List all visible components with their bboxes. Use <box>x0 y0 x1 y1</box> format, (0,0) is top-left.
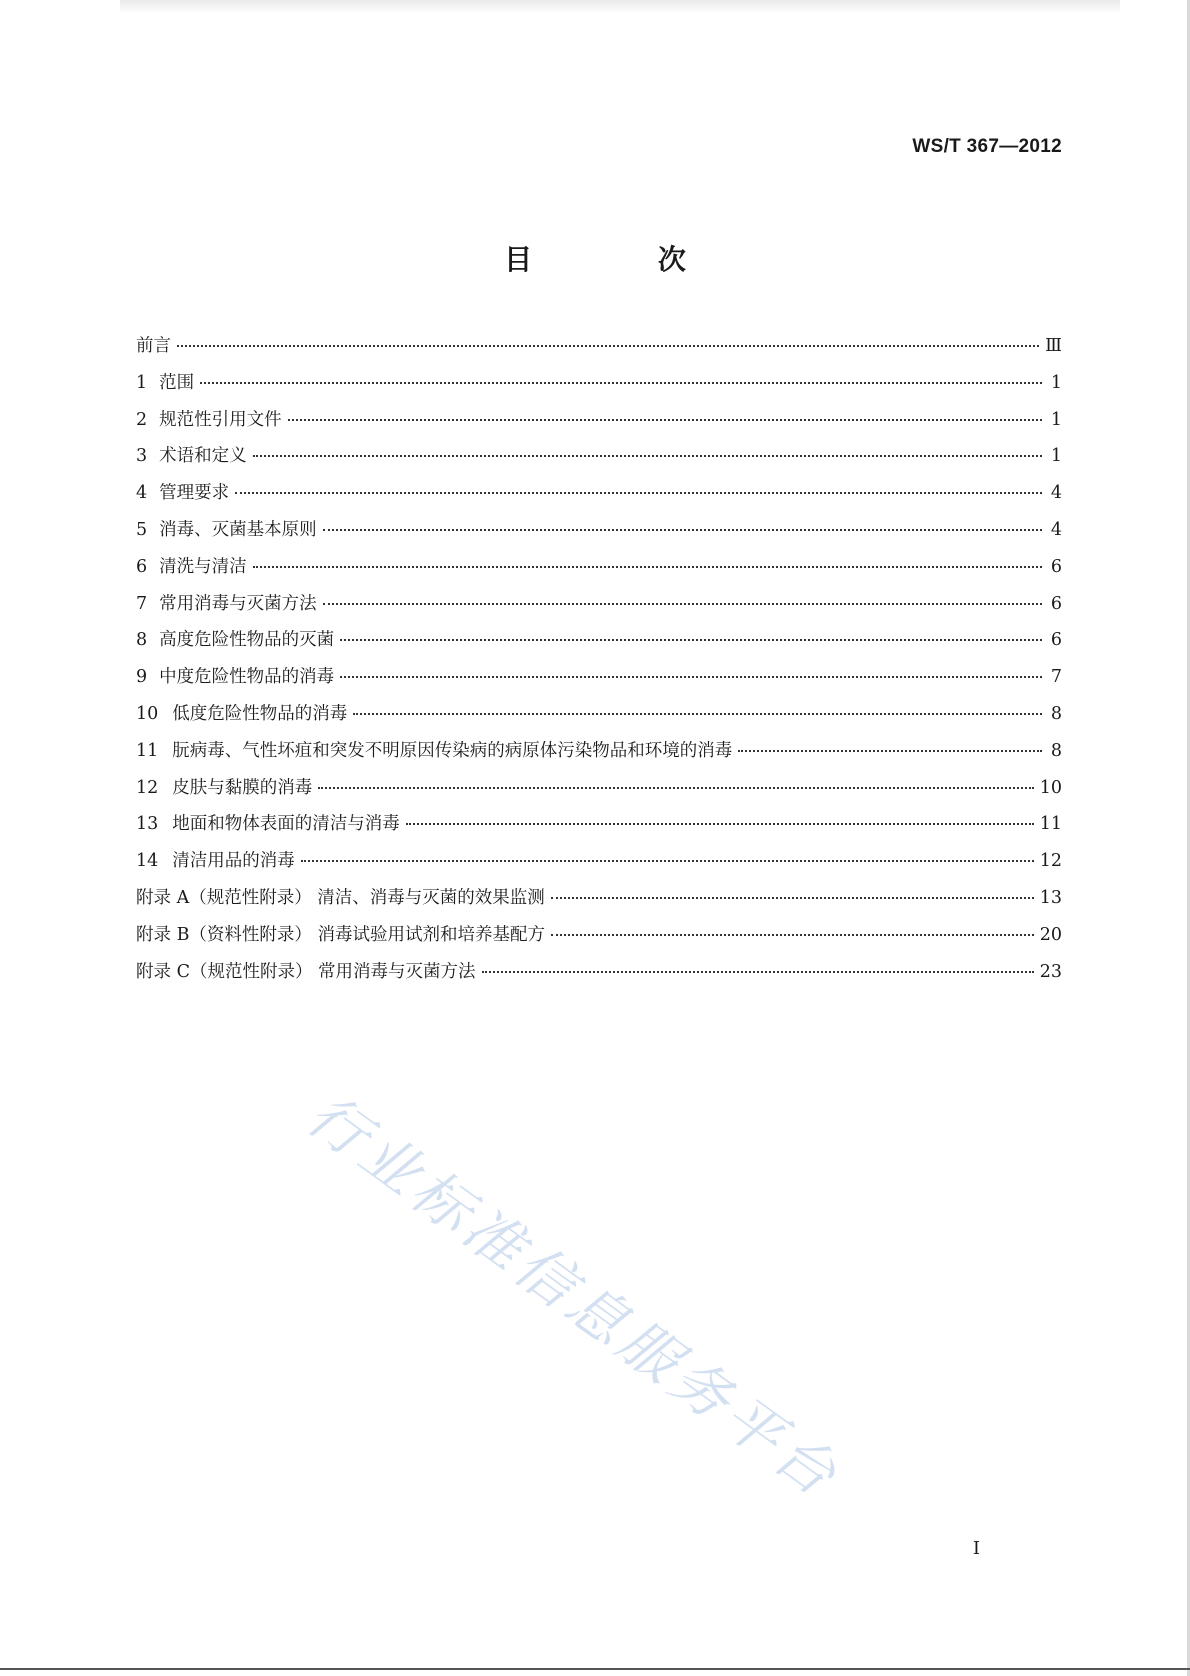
toc-leader-dots <box>406 823 1034 825</box>
toc-entry-page: 6 <box>1050 593 1062 614</box>
toc-entry-label: 高度危险性物品的灭菌 <box>159 630 335 651</box>
toc-leader-dots <box>323 603 1042 605</box>
toc-leader-dots <box>301 860 1034 862</box>
toc-leader-dots <box>353 713 1042 715</box>
scan-edge-bottom <box>0 1668 1190 1670</box>
toc-entry-number: 11 <box>136 740 159 761</box>
toc-entry-page: 6 <box>1050 556 1062 577</box>
toc-entry-number: 9 <box>136 667 148 688</box>
toc-entry-page: 13 <box>1039 887 1062 908</box>
toc-leader-dots <box>253 566 1042 568</box>
toc-leader-dots <box>551 934 1034 936</box>
toc-entry-page: 7 <box>1050 667 1062 688</box>
toc-entry-number: 6 <box>136 556 148 577</box>
toc-entry-label: 前言 <box>136 336 171 356</box>
toc-entry[interactable] <box>136 884 1062 921</box>
toc-entry-number: 3 <box>136 446 148 467</box>
toc-entry[interactable] <box>136 479 1062 516</box>
toc-entry[interactable] <box>136 590 1062 627</box>
toc-entry[interactable] <box>136 516 1062 553</box>
toc-entry-page: 1 <box>1050 446 1062 467</box>
toc-entry-page: 23 <box>1039 961 1062 982</box>
toc-entry-label: 规范性引用文件 <box>159 409 282 430</box>
toc-entry-page: 10 <box>1039 777 1062 798</box>
toc-entry[interactable] <box>136 700 1062 737</box>
toc-entry-label: 附录 A（规范性附录） 清洁、消毒与灭菌的效果监测 <box>136 887 545 908</box>
toc-entry[interactable] <box>136 553 1062 590</box>
toc-entry-label: 地面和物体表面的清洁与消毒 <box>172 814 400 835</box>
toc-entry[interactable] <box>136 442 1062 479</box>
toc-entry-number: 5 <box>136 519 148 540</box>
toc-entry-number: 14 <box>136 851 159 872</box>
toc-entry-label: 消毒、灭菌基本原则 <box>159 519 317 540</box>
toc-entry-label: 皮肤与黏膜的消毒 <box>172 777 313 798</box>
toc-leader-dots <box>235 492 1042 494</box>
toc-leader-dots <box>340 676 1042 678</box>
toc-entry-label: 附录 C（规范性附录） 常用消毒与灭菌方法 <box>136 961 476 982</box>
toc-entry[interactable] <box>136 663 1062 700</box>
standard-code: WS/T 367—2012 <box>912 136 1062 157</box>
toc-entry-label: 常用消毒与灭菌方法 <box>159 593 317 614</box>
page-number: I <box>972 1538 980 1559</box>
toc-leader-dots <box>318 787 1033 789</box>
toc-entry[interactable] <box>136 332 1062 369</box>
toc-entry[interactable] <box>136 737 1062 774</box>
toc-entry-page: 20 <box>1039 924 1062 945</box>
toc-leader-dots <box>177 345 1039 347</box>
toc-entry-page: 12 <box>1039 851 1062 872</box>
toc-entry[interactable] <box>136 810 1062 847</box>
toc-entry[interactable] <box>136 626 1062 663</box>
toc-leader-dots <box>482 971 1034 973</box>
toc-entry-page: 8 <box>1050 703 1062 724</box>
toc-entry-number: 4 <box>136 483 148 504</box>
toc-entry-label: 朊病毒、气性坏疽和突发不明原因传染病的病原体污染物品和环境的消毒 <box>172 740 733 761</box>
toc-entry-page: Ⅲ <box>1045 336 1062 356</box>
toc-entry-label: 管理要求 <box>159 483 230 504</box>
toc-entry[interactable] <box>136 958 1062 995</box>
toc-entry[interactable] <box>136 921 1062 958</box>
toc-entry-label: 清洗与清洁 <box>159 556 247 577</box>
toc-entry[interactable] <box>136 774 1062 811</box>
toc-entry-page: 11 <box>1039 814 1062 835</box>
toc-entry-page: 8 <box>1050 740 1062 761</box>
toc-entry-page: 1 <box>1050 372 1062 393</box>
toc-entry-page: 6 <box>1050 630 1062 651</box>
toc-entry-page: 4 <box>1050 483 1062 504</box>
toc-entry-label: 术语和定义 <box>159 446 247 467</box>
table-of-contents <box>136 332 1062 994</box>
toc-entry-number: 8 <box>136 630 148 651</box>
toc-entry-label: 清洁用品的消毒 <box>172 851 295 872</box>
toc-entry-number: 1 <box>136 372 148 393</box>
toc-leader-dots <box>323 529 1042 531</box>
toc-entry-label: 中度危险性物品的消毒 <box>159 667 335 688</box>
toc-leader-dots <box>288 419 1042 421</box>
toc-entry-label: 低度危险性物品的消毒 <box>172 703 348 724</box>
toc-leader-dots <box>200 382 1042 384</box>
toc-leader-dots <box>738 750 1042 752</box>
toc-entry-page: 4 <box>1050 519 1062 540</box>
toc-entry-number: 2 <box>136 409 148 430</box>
scan-edge-top <box>120 0 1120 14</box>
toc-entry[interactable] <box>136 369 1062 406</box>
toc-entry-number: 7 <box>136 593 148 614</box>
toc-leader-dots <box>551 897 1034 899</box>
toc-entry[interactable] <box>136 847 1062 884</box>
toc-entry-label: 范围 <box>159 372 195 393</box>
toc-entry-number: 10 <box>136 703 159 724</box>
toc-entry-number: 12 <box>136 777 159 798</box>
toc-entry-number: 13 <box>136 814 159 835</box>
toc-leader-dots <box>253 455 1042 457</box>
toc-entry-page: 1 <box>1050 409 1062 430</box>
toc-entry-label: 附录 B（资料性附录） 消毒试验用试剂和培养基配方 <box>136 924 545 945</box>
toc-entry[interactable] <box>136 406 1062 443</box>
watermark: 行业标准信息服务平台 <box>295 1080 853 1512</box>
page-title: 目 次 <box>504 243 744 276</box>
toc-leader-dots <box>340 639 1042 641</box>
